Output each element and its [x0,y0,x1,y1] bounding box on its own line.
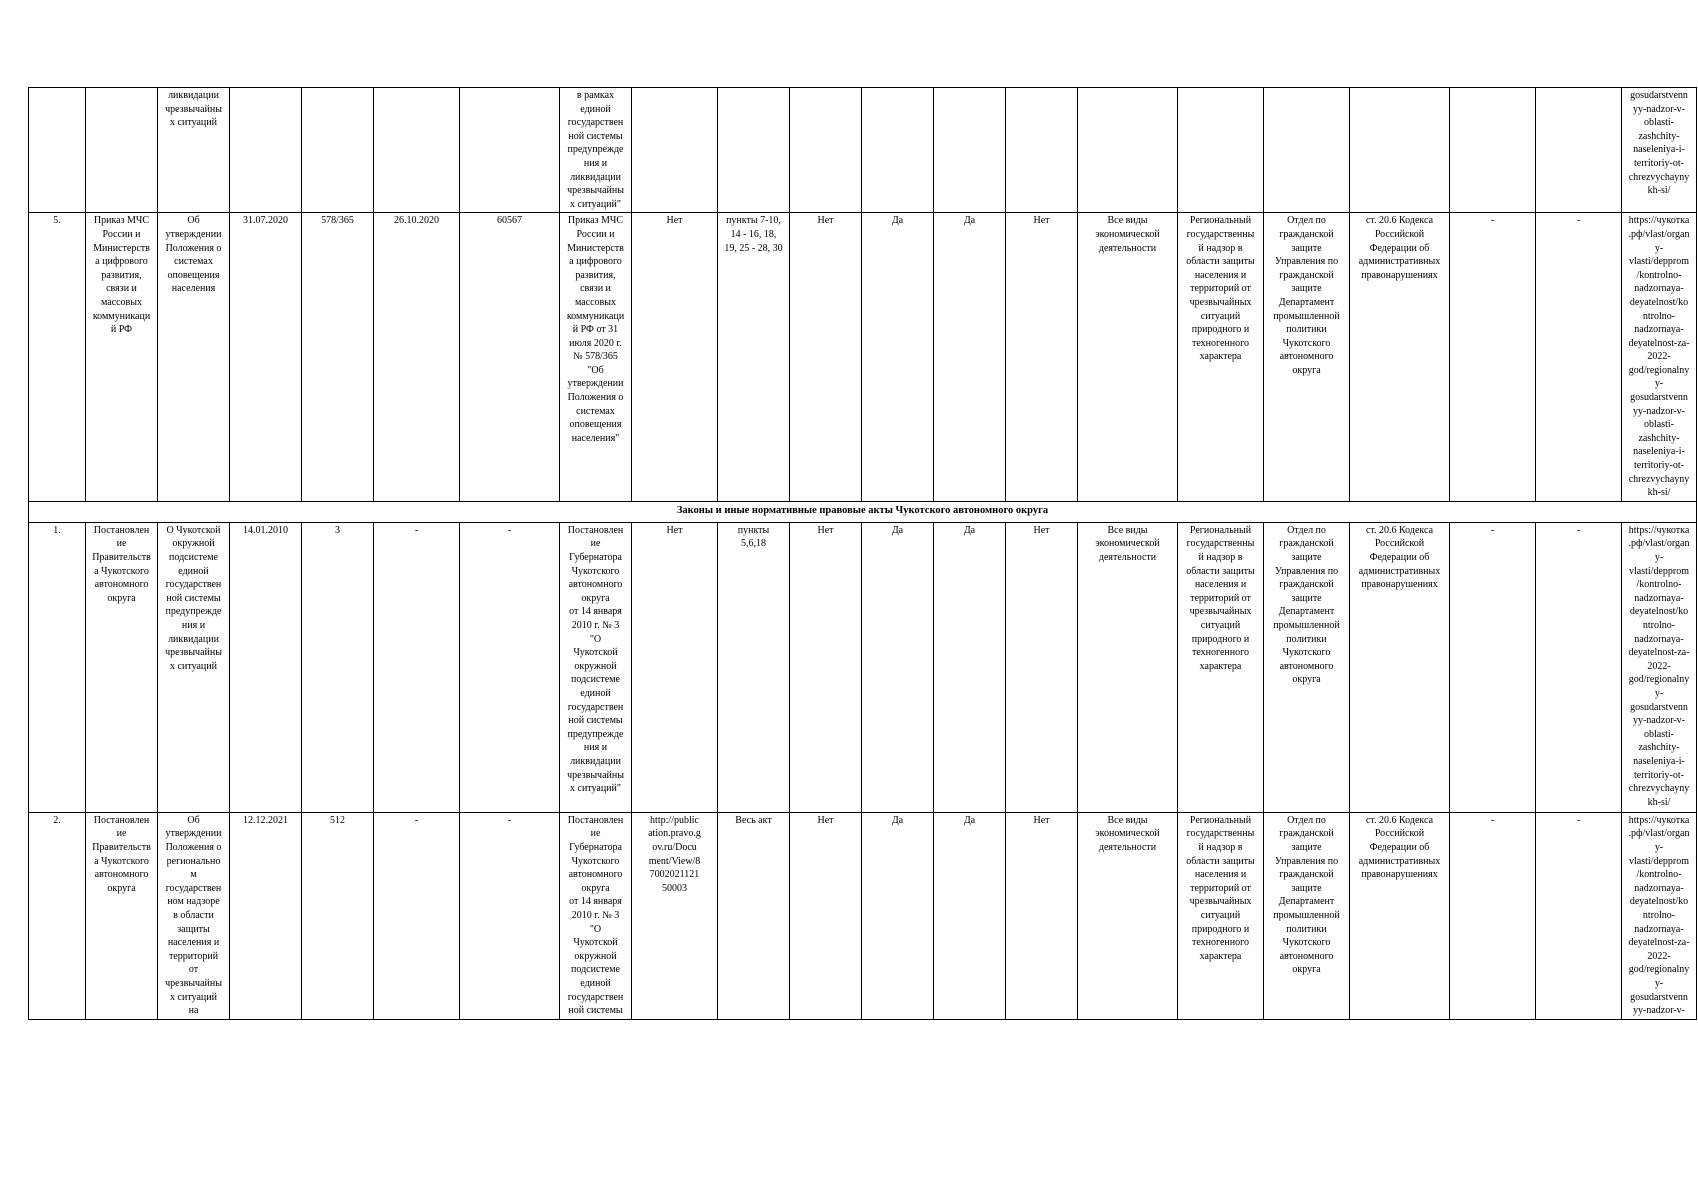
table-cell: https://чукотка .рф/vlast/organ y- vlasti/depprom /kontrolno- nadzornaya- deyatelnost/ko ntrolno- nadzornaya- deyatelnost-za- 2022- god/regionalny y- gosudarstvenn yy-nadzor-v- oblasti- zashchity- naseleniya-i- territoriy-ot- chrezvychayny kh-si/ [1622,522,1697,812]
table-cell [460,88,560,213]
table-cell: ст. 20.6 Кодекса Российской Федерации об административных правонарушениях [1350,213,1450,501]
table-cell: О Чукотской окружной подсистеме единой государствен ной системы предупрежде ния и ликвидации чрезвычайны х ситуаций [158,522,230,812]
table-cell: Приказ МЧС России и Министерств а цифрового развития, связи и массовых коммуникаци й РФ [86,213,158,501]
table-cell: 5. [29,213,86,501]
table-cell: Постановлен ие Губернатора Чукотского автономного округа от 14 января 2010 г. № 3 "О Чукотской окружной подсистеме единой государствен ной системы [560,812,632,1019]
table-cell: Постановлен ие Губернатора Чукотского автономного округа от 14 января 2010 г. № 3 "О Чукотской окружной подсистеме единой государствен ной системы предупрежде ния и ликвидации чрезвычайны х ситуаций" [560,522,632,812]
section-heading: Законы и иные нормативные правовые акты Чукотского автономного округа [29,501,1697,522]
table-cell: Приказ МЧС России и Министерств а цифрового развития, связи и массовых коммуникаци й РФ от 31 июля 2020 г. № 578/365 "Об утверждении Положения о системах оповещения населения" [560,213,632,501]
table-cell: Отдел по гражданской защите Управления по гражданской защите Департамент промышленной политики Чукотского автономного округа [1264,213,1350,501]
table-cell: Нет [1006,213,1078,501]
table-cell [1178,88,1264,213]
table-cell: Нет [790,522,862,812]
table-cell [1078,88,1178,213]
table-cell: Об утверждении Положения о системах оповещения населения [158,213,230,501]
table-cell [934,88,1006,213]
table-cell: - [374,812,460,1019]
table-cell [1350,88,1450,213]
table-cell [790,88,862,213]
table-cell: - [460,812,560,1019]
table-cell [1006,88,1078,213]
table-cell: Нет [632,522,718,812]
table-cell: Да [934,812,1006,1019]
table-cell: ст. 20.6 Кодекса Российской Федерации об административных правонарушениях [1350,522,1450,812]
table-row [29,812,1697,1019]
document-table [28,87,1697,1020]
table-cell: Нет [790,812,862,1019]
table-cell [230,88,302,213]
table-cell [632,88,718,213]
table-cell [1264,88,1350,213]
table-cell: 512 [302,812,374,1019]
table-cell: 2. [29,812,86,1019]
table-cell: Нет [790,213,862,501]
table-cell: Да [934,522,1006,812]
table-cell: ликвидации чрезвычайны х ситуаций [158,88,230,213]
table-cell: - [1536,213,1622,501]
table-cell [718,88,790,213]
table-cell: - [460,522,560,812]
table-cell: в рамках единой государствен ной системы предупрежде ния и ликвидации чрезвычайны х ситуаций" [560,88,632,213]
table-cell: Да [862,522,934,812]
table-cell: Да [862,213,934,501]
table-cell: https://чукотка .рф/vlast/organ y- vlasti/depprom /kontrolno- nadzornaya- deyatelnost/ko ntrolno- nadzornaya- deyatelnost-za- 2022- god/regionalny y- gosudarstvenn yy-nadzor-v- [1622,812,1697,1019]
table-cell: https://чукотка .рф/vlast/organ y- vlasti/depprom /kontrolno- nadzornaya- deyatelnost/ko ntrolno- nadzornaya- deyatelnost-za- 2022- god/regionalny y- gosudarstvenn yy-nadzor-v- oblasti- zashchity- naseleniya-i- territoriy-ot- chrezvychayny kh-si/ [1622,213,1697,501]
table-cell: Все виды экономической деятельности [1078,213,1178,501]
table-cell: 60567 [460,213,560,501]
table-cell: - [1450,522,1536,812]
table-cell: Все виды экономической деятельности [1078,522,1178,812]
table-cell: Да [862,812,934,1019]
table-cell: Отдел по гражданской защите Управления по гражданской защите Департамент промышленной политики Чукотского автономного округа [1264,812,1350,1019]
table-cell: Нет [1006,522,1078,812]
table-cell: Весь акт [718,812,790,1019]
table-cell: 31.07.2020 [230,213,302,501]
table-cell [86,88,158,213]
table-cell: ст. 20.6 Кодекса Российской Федерации об административных правонарушениях [1350,812,1450,1019]
table-cell: Региональный государственны й надзор в области защиты населения и территорий от чрезвычайных ситуаций природного и техногенного характера [1178,522,1264,812]
table-cell [302,88,374,213]
table-cell [1536,88,1622,213]
table-cell: Нет [632,213,718,501]
table-cell [862,88,934,213]
table-cell: 14.01.2010 [230,522,302,812]
table-cell: Отдел по гражданской защите Управления по гражданской защите Департамент промышленной политики Чукотского автономного округа [1264,522,1350,812]
table-cell: Об утверждении Положения о регионально м государствен ном надзоре в области защиты населения и территорий от чрезвычайны х ситуаций на [158,812,230,1019]
table-cell: http://public ation.pravo.g ov.ru/Docu ment/View/8 7002021121 50003 [632,812,718,1019]
table-cell: Все виды экономической деятельности [1078,812,1178,1019]
table-cell: 578/365 [302,213,374,501]
table-cell: 12.12.2021 [230,812,302,1019]
table-row [29,522,1697,812]
table-cell: 26.10.2020 [374,213,460,501]
table-cell: пункты 5,6,18 [718,522,790,812]
table-cell: - [1450,812,1536,1019]
table-cell: - [1536,812,1622,1019]
table-cell: gosudarstvenn yy-nadzor-v- oblasti- zashchity- naseleniya-i- territoriy-ot- chrezvychayny kh-si/ [1622,88,1697,213]
table-cell: - [1450,213,1536,501]
section-heading-row [29,501,1697,522]
table-cell: - [374,522,460,812]
table-cell: Нет [1006,812,1078,1019]
table-cell: 3 [302,522,374,812]
table-cell: Да [934,213,1006,501]
table-cell: Постановлен ие Правительств а Чукотского автономного округа [86,812,158,1019]
table-cell: Постановлен ие Правительств а Чукотского автономного округа [86,522,158,812]
table-cell [29,88,86,213]
table-row [29,88,1697,213]
table-cell: 1. [29,522,86,812]
table-cell: - [1536,522,1622,812]
table-cell [1450,88,1536,213]
table-cell [374,88,460,213]
table-row [29,213,1697,501]
table-cell: Региональный государственны й надзор в области защиты населения и территорий от чрезвычайных ситуаций природного и техногенного характера [1178,812,1264,1019]
table-cell: пункты 7-10, 14 - 16, 18, 19, 25 - 28, 30 [718,213,790,501]
table-cell: Региональный государственны й надзор в области защиты населения и территорий от чрезвычайных ситуаций природного и техногенного характера [1178,213,1264,501]
